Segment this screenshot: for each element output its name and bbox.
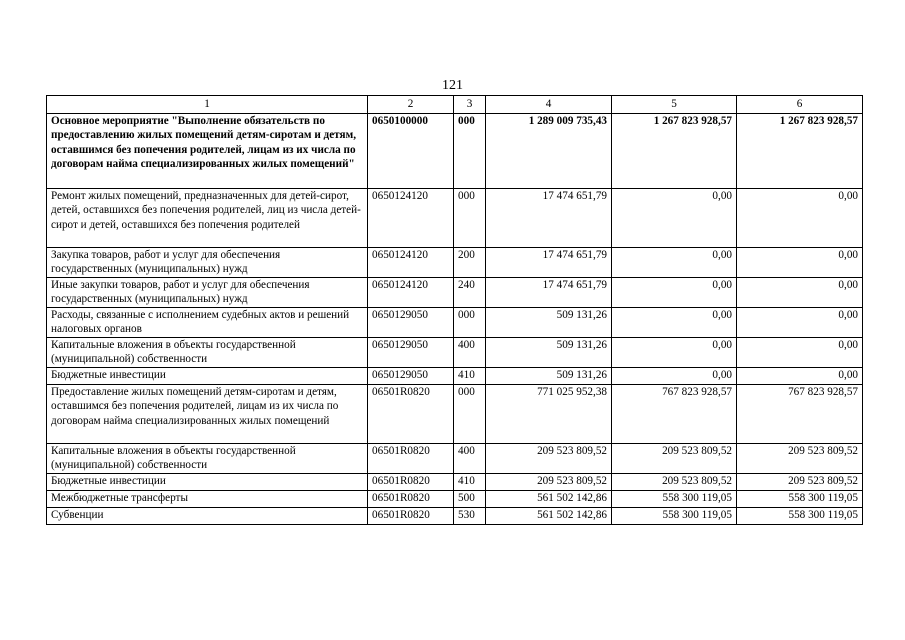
row-value-4: 209 523 809,52 [486, 474, 612, 491]
row-name: Предоставление жилых помещений детям-сиротам и детям, оставшимся без попечения родителей, лицам из их числа по договорам найма специализированных жилых помещений [47, 385, 368, 444]
row-value-5: 558 300 119,05 [612, 508, 737, 525]
table-row [47, 368, 863, 385]
table-row [47, 491, 863, 508]
page-number: 121 [442, 78, 463, 93]
row-value-4: 561 502 142,86 [486, 491, 612, 508]
row-type: 530 [454, 508, 486, 525]
row-name: Бюджетные инвестиции [47, 368, 368, 385]
row-code: 0650124120 [368, 248, 454, 278]
table-row [47, 444, 863, 474]
row-value-5: 0,00 [612, 278, 737, 308]
row-type: 400 [454, 444, 486, 474]
table-row [47, 189, 863, 248]
row-code: 06501R0820 [368, 491, 454, 508]
row-name: Иные закупки товаров, работ и услуг для обеспечения государственных (муниципальных) нужд [47, 278, 368, 308]
row-name: Основное мероприятие "Выполнение обязательств по предоставлению жилых помещений детям-сиротам и детям, оставшимся без попечения родителей, лицам из их числа по договорам найма специализированных жилых помещений" [47, 114, 368, 189]
row-type: 000 [454, 189, 486, 248]
row-value-5: 0,00 [612, 368, 737, 385]
row-value-6: 558 300 119,05 [737, 508, 863, 525]
row-name: Капитальные вложения в объекты государственной (муниципальной) собственности [47, 338, 368, 368]
row-type: 400 [454, 338, 486, 368]
row-type: 000 [454, 308, 486, 338]
row-value-6: 209 523 809,52 [737, 444, 863, 474]
row-name: Капитальные вложения в объекты государственной (муниципальной) собственности [47, 444, 368, 474]
row-name: Ремонт жилых помещений, предназначенных для детей-сирот, детей, оставшихся без попечения родителей, лиц из числа детей-сирот и детей, оставшихся без попечения родителей [47, 189, 368, 248]
column-header: 6 [737, 96, 863, 114]
row-code: 0650129050 [368, 338, 454, 368]
row-value-5: 0,00 [612, 189, 737, 248]
row-value-4: 17 474 651,79 [486, 248, 612, 278]
row-value-6: 0,00 [737, 278, 863, 308]
row-code: 0650124120 [368, 189, 454, 248]
row-name: Межбюджетные трансферты [47, 491, 368, 508]
row-value-6: 767 823 928,57 [737, 385, 863, 444]
row-value-5: 209 523 809,52 [612, 474, 737, 491]
row-code: 0650129050 [368, 308, 454, 338]
table-header-row [47, 96, 863, 114]
row-value-4: 509 131,26 [486, 368, 612, 385]
row-type: 000 [454, 114, 486, 189]
row-value-6: 0,00 [737, 248, 863, 278]
column-header: 4 [486, 96, 612, 114]
table-row [47, 508, 863, 525]
table-row [47, 278, 863, 308]
row-code: 0650124120 [368, 278, 454, 308]
row-value-6: 1 267 823 928,57 [737, 114, 863, 189]
row-name: Закупка товаров, работ и услуг для обеспечения государственных (муниципальных) нужд [47, 248, 368, 278]
row-value-5: 209 523 809,52 [612, 444, 737, 474]
row-value-6: 558 300 119,05 [737, 491, 863, 508]
row-type: 410 [454, 474, 486, 491]
column-header: 5 [612, 96, 737, 114]
row-value-6: 209 523 809,52 [737, 474, 863, 491]
row-value-4: 771 025 952,38 [486, 385, 612, 444]
row-name: Бюджетные инвестиции [47, 474, 368, 491]
row-value-5: 0,00 [612, 338, 737, 368]
row-value-4: 1 289 009 735,43 [486, 114, 612, 189]
row-value-5: 1 267 823 928,57 [612, 114, 737, 189]
row-type: 000 [454, 385, 486, 444]
row-value-5: 0,00 [612, 308, 737, 338]
table-row [47, 114, 863, 189]
row-name: Субвенции [47, 508, 368, 525]
row-value-6: 0,00 [737, 189, 863, 248]
table-row [47, 308, 863, 338]
row-name: Расходы, связанные с исполнением судебных актов и решений налоговых органов [47, 308, 368, 338]
row-code: 0650129050 [368, 368, 454, 385]
row-code: 06501R0820 [368, 474, 454, 491]
row-value-6: 0,00 [737, 338, 863, 368]
row-value-6: 0,00 [737, 308, 863, 338]
row-type: 500 [454, 491, 486, 508]
column-header: 3 [454, 96, 486, 114]
row-value-5: 0,00 [612, 248, 737, 278]
row-value-6: 0,00 [737, 368, 863, 385]
budget-table [46, 95, 863, 525]
table-row [47, 338, 863, 368]
row-value-5: 767 823 928,57 [612, 385, 737, 444]
row-value-4: 561 502 142,86 [486, 508, 612, 525]
row-code: 06501R0820 [368, 385, 454, 444]
row-value-5: 558 300 119,05 [612, 491, 737, 508]
row-value-4: 509 131,26 [486, 308, 612, 338]
column-header: 1 [47, 96, 368, 114]
row-type: 200 [454, 248, 486, 278]
row-code: 0650100000 [368, 114, 454, 189]
table-row [47, 385, 863, 444]
table-row [47, 248, 863, 278]
row-value-4: 17 474 651,79 [486, 278, 612, 308]
row-value-4: 509 131,26 [486, 338, 612, 368]
row-type: 240 [454, 278, 486, 308]
table-row [47, 474, 863, 491]
row-code: 06501R0820 [368, 508, 454, 525]
row-value-4: 209 523 809,52 [486, 444, 612, 474]
row-value-4: 17 474 651,79 [486, 189, 612, 248]
column-header: 2 [368, 96, 454, 114]
row-code: 06501R0820 [368, 444, 454, 474]
row-type: 410 [454, 368, 486, 385]
